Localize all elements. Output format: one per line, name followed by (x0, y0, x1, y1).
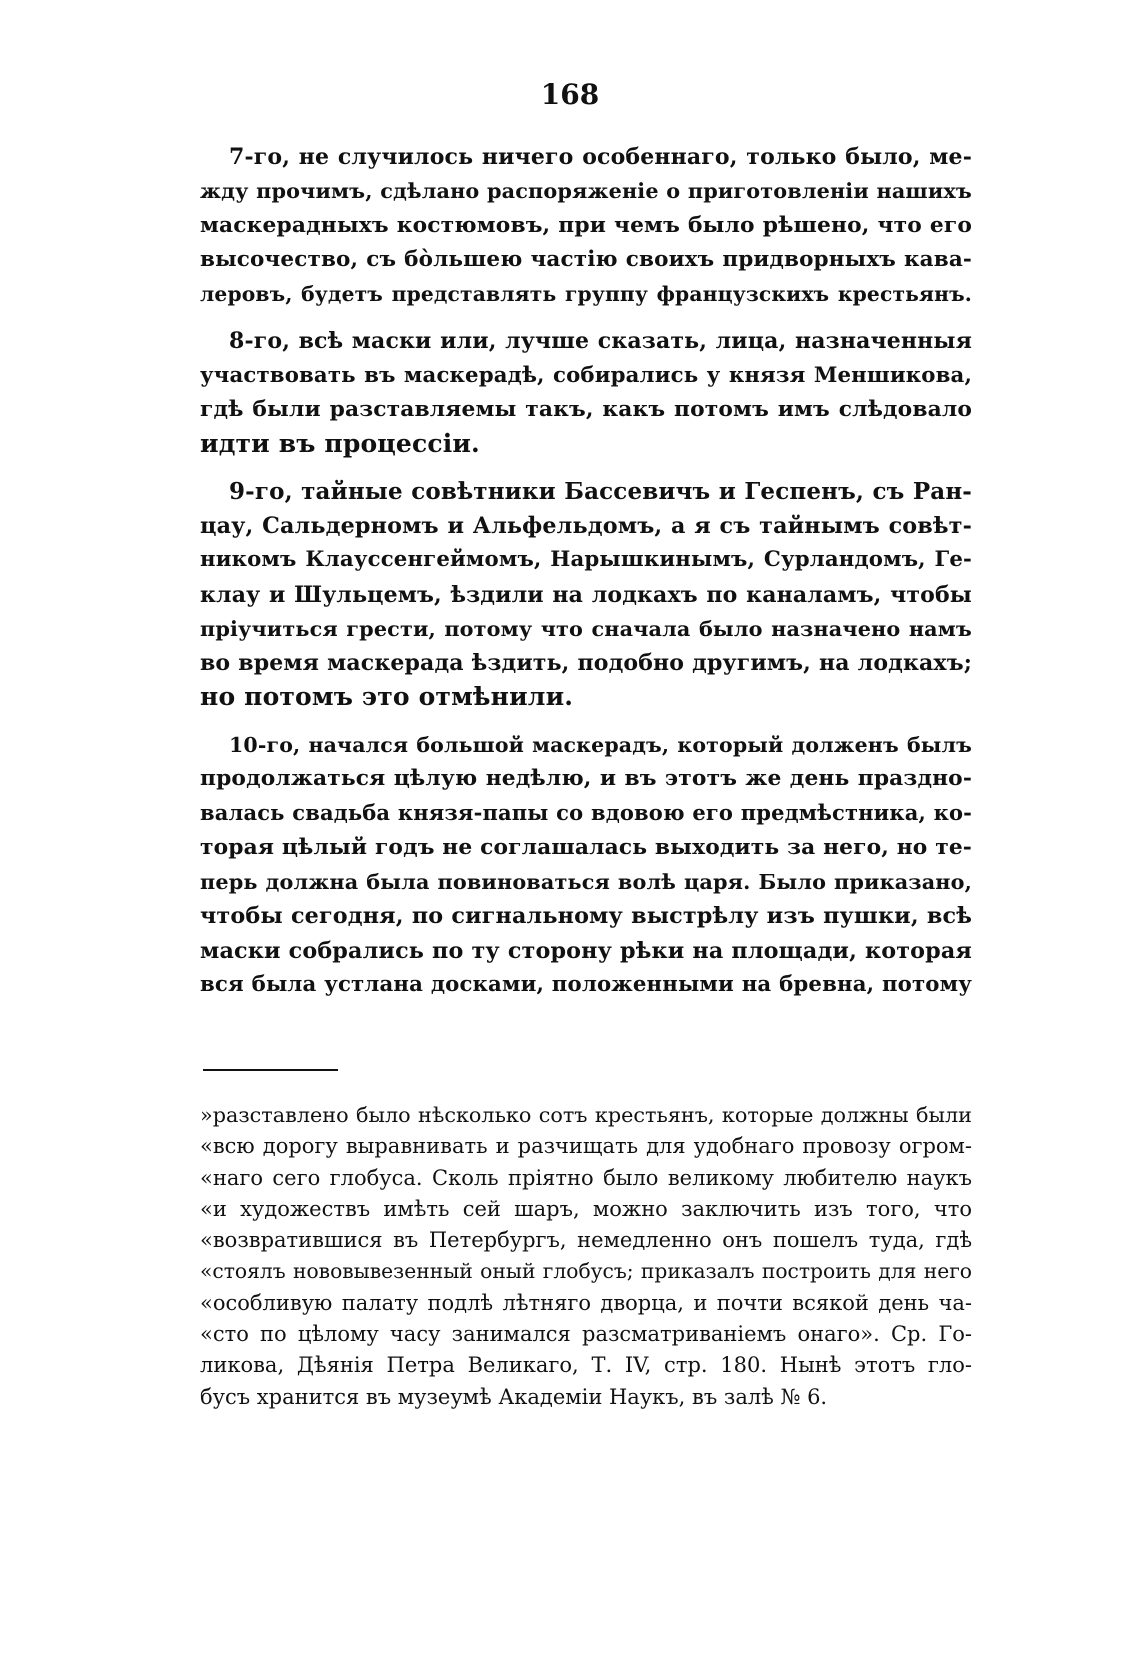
text-line: перь должна была повиноваться волѣ царя. Было приказано, (200, 869, 972, 894)
paragraph-8th (200, 324, 972, 461)
text-line: клау и Шульцемъ, ѣздили на лодкахъ по каналамъ, чтобы (200, 581, 972, 608)
text-line: гдѣ были разставляемы такъ, какъ потомъ имъ слѣдовало (200, 397, 972, 423)
text-line: маски собрались по ту сторону рѣки на площади, которая (200, 937, 972, 964)
footnote-divider (203, 1069, 338, 1071)
footnote (200, 1100, 972, 1413)
footnote-line: ликова, Дѣянія Петра Великаго, Т. IV, стр. 180. Нынѣ этотъ гло- (200, 1353, 972, 1378)
text-line: высочество, съ бо̀льшею частію своихъ придворныхъ кава- (200, 246, 972, 272)
text-line: маскерадныхъ костюмовъ, при чемъ было рѣшено, что его (200, 212, 972, 238)
text-line: вся была устлана досками, положенными на бревна, потому (200, 971, 972, 997)
text-line: цау, Сальдерномъ и Альфельдомъ, а я съ тайнымъ совѣт- (200, 512, 972, 539)
page-number: 168 (540, 78, 600, 111)
text-line: во время маскерада ѣздить, подобно другимъ, на лодкахъ; (200, 650, 972, 677)
text-line: 10-го, начался большой маскерадъ, который долженъ былъ (229, 732, 972, 757)
text-line: торая цѣлый годъ не соглашалась выходить за него, но те- (200, 834, 972, 860)
main-text (200, 140, 972, 1015)
text-line: идти въ процессіи. (200, 429, 480, 459)
text-line: 9-го, тайные совѣтники Бассевичъ и Геспенъ, съ Ран- (229, 477, 972, 505)
text-line: пріучиться грести, потому что сначала было назначено намъ (200, 616, 972, 641)
text-line: валась свадьба князя-папы со вдовою его предмѣстника, ко- (200, 800, 972, 826)
text-line: продолжаться цѣлую недѣлю, и въ этотъ же день праздно- (200, 766, 972, 792)
footnote-line: «всю дорогу выравнивать и разчищать для удобнаго провозу огром- (200, 1134, 972, 1159)
text-line: чтобы сегодня, по сигнальному выстрѣлу изъ пушки, всѣ (200, 903, 972, 930)
paragraph-10th (200, 728, 972, 1002)
text-line: леровъ, будетъ представлять группу французскихъ крестьянъ. (200, 282, 972, 307)
footnote-line: «особливую палату подлѣ лѣтняго дворца, и почти всякой день ча- (200, 1290, 972, 1315)
text-line: но потомъ это отмѣнили. (200, 682, 574, 712)
paragraph-9th (200, 475, 972, 715)
footnote-line: «наго сего глобуса. Сколь пріятно было великому любителю наукъ (200, 1165, 972, 1190)
footnote-line: «стоялъ нововывезенный оный глобусъ; приказалъ построить для него (200, 1259, 972, 1284)
text-line: жду прочимъ, сдѣлано распоряженіе о приготовленіи нашихъ (200, 179, 972, 204)
text-line: участвовать въ маскерадѣ, собирались у князя Меншикова, (200, 362, 972, 388)
text-line: никомъ Клауссенгеймомъ, Нарышкинымъ, Сурландомъ, Ге- (200, 547, 972, 573)
paragraph-7th (200, 140, 972, 311)
text-line: 8-го, всѣ маски или, лучше сказать, лица, назначенныя (229, 328, 972, 355)
footnote-line: бусъ хранится въ музеумѣ Академіи Наукъ, въ залѣ № 6. (200, 1384, 828, 1409)
footnote-line: «сто по цѣлому часу занимался разсматриваніемъ онаго». Ср. Го- (200, 1322, 972, 1347)
text-line: 7-го, не случилось ничего особеннаго, только было, ме- (229, 144, 972, 170)
footnote-line: »разставлено было нѣсколько сотъ крестьянъ, которые должны были (200, 1103, 972, 1127)
footnote-line: «возвратившися въ Петербургъ, немедленно онъ пошелъ туда, гдѣ (200, 1228, 972, 1253)
footnote-line: «и художествъ имѣть сей шаръ, можно заключить изъ того, что (200, 1196, 972, 1221)
